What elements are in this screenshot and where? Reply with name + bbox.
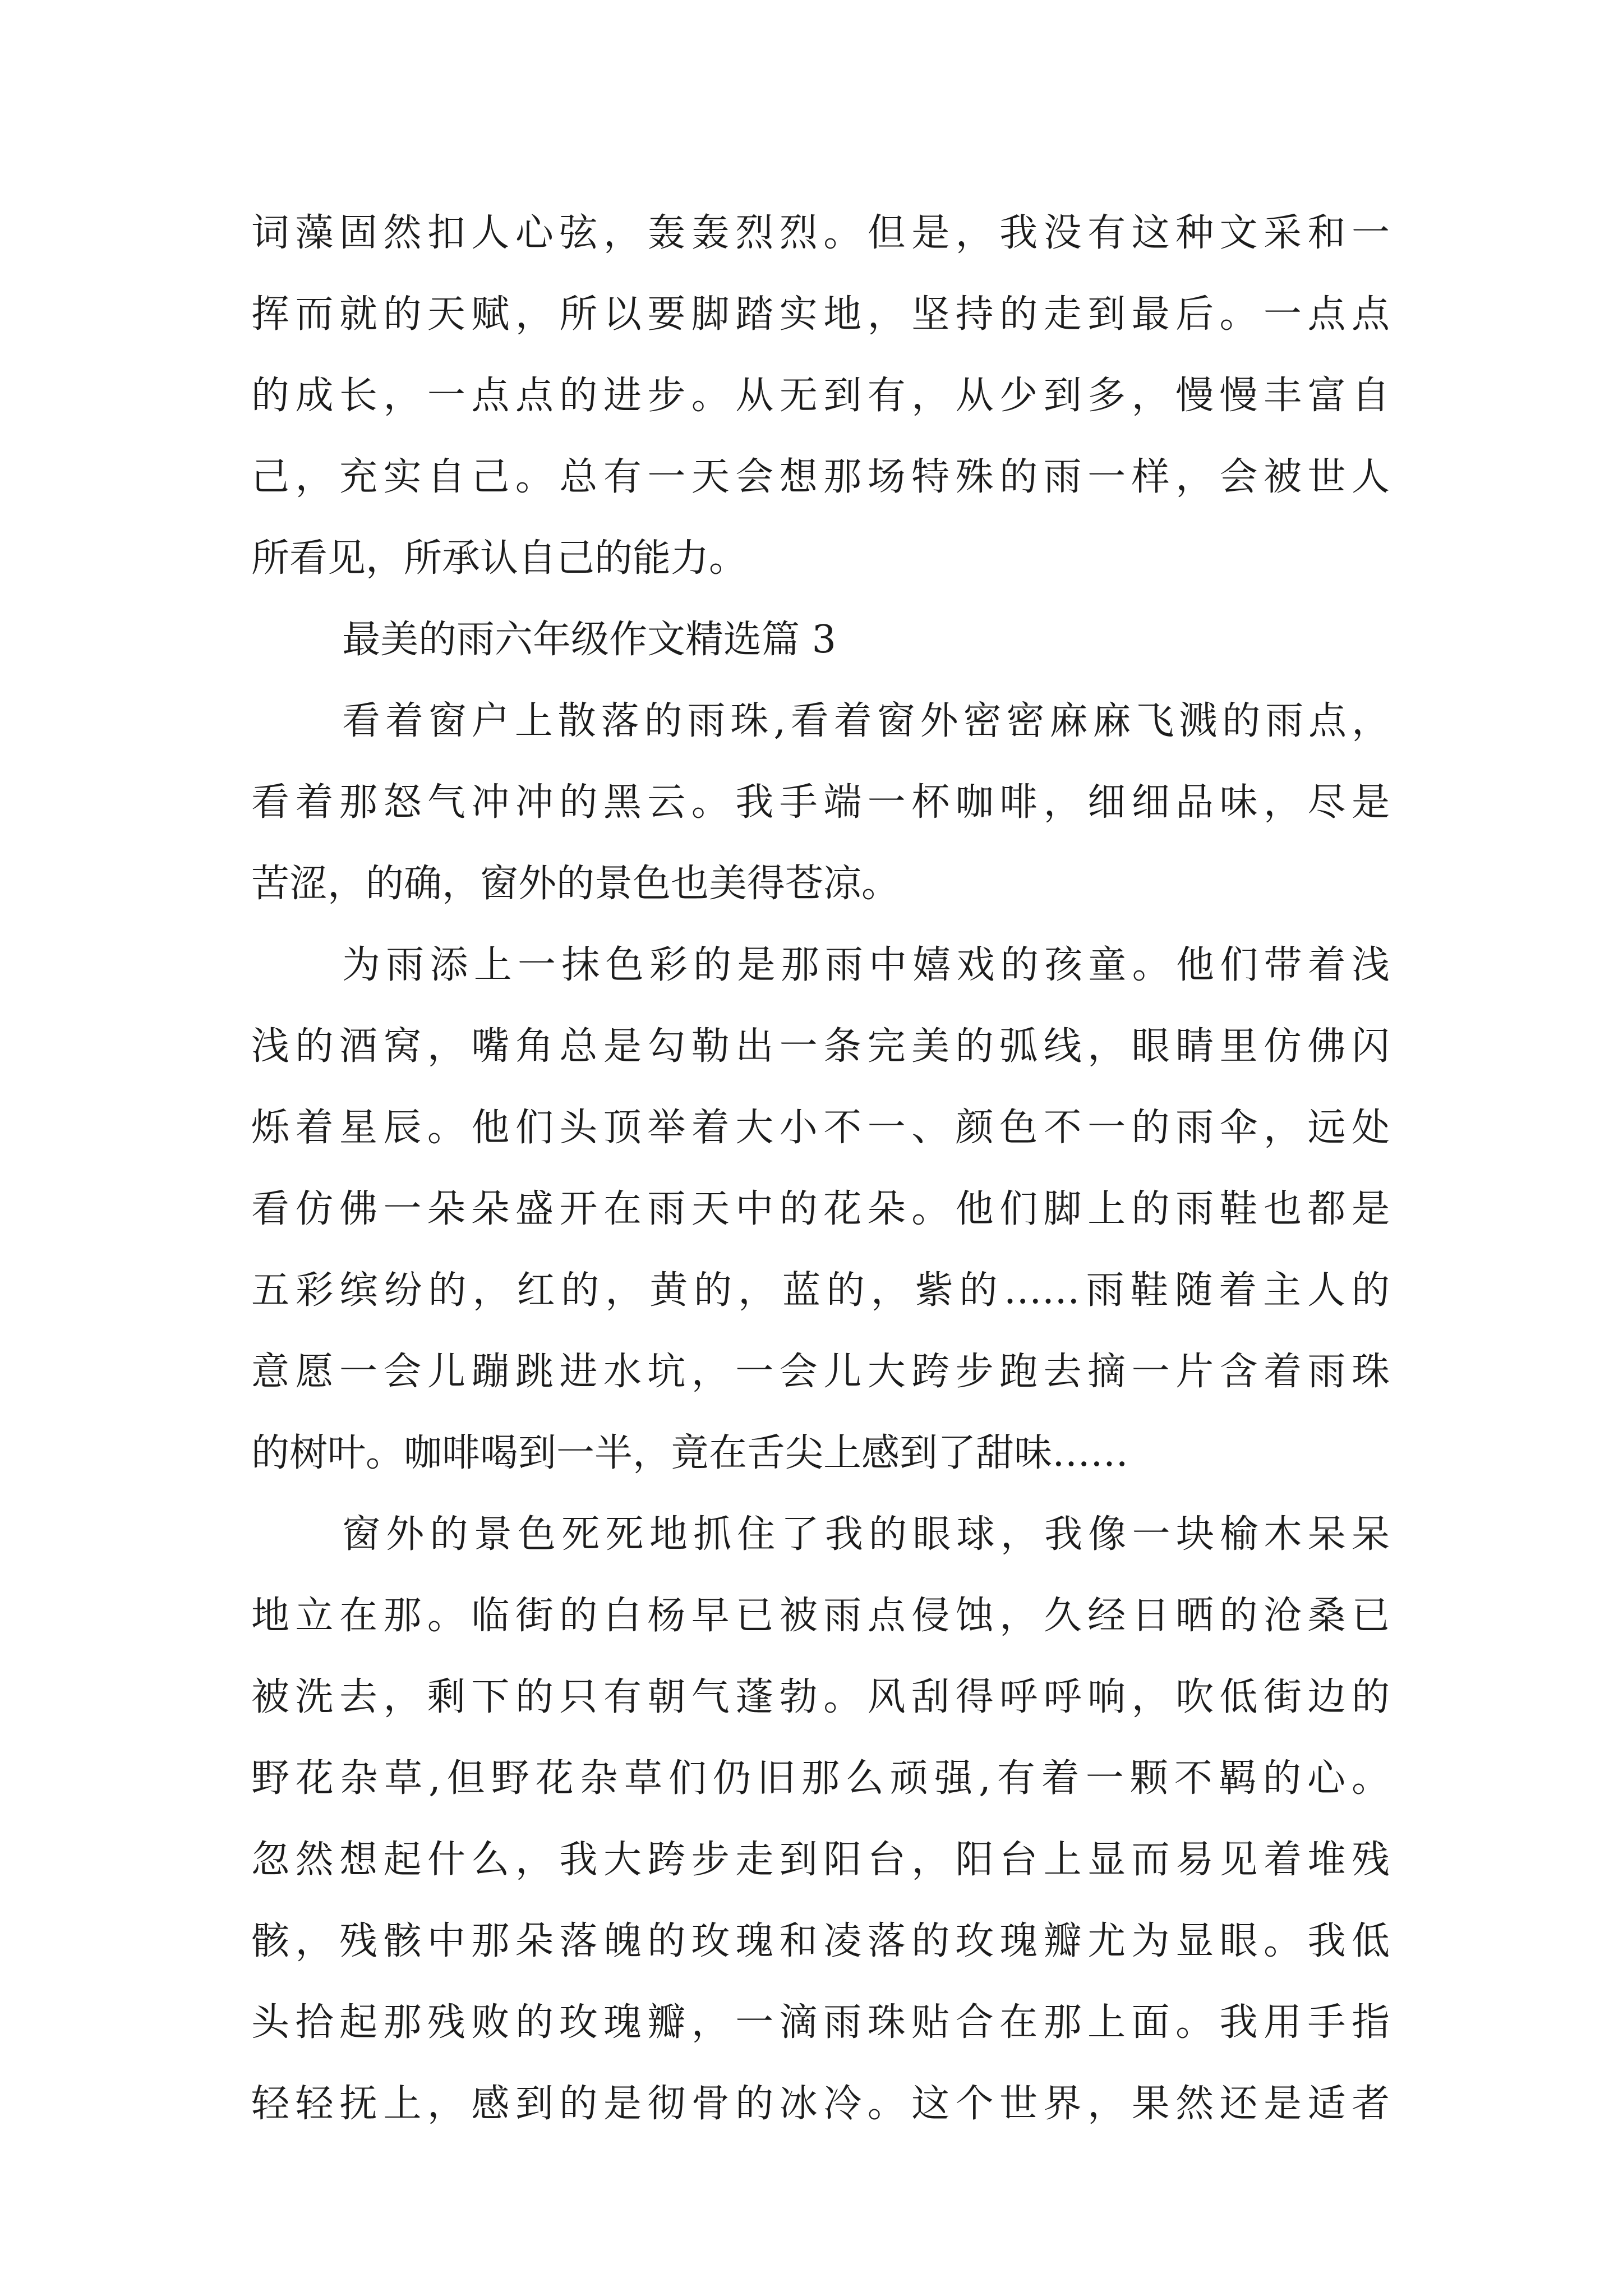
paragraph-4-line-4: 野花杂草,但野花杂草们仍旧那么顽强,有着一颗不羁的心。 (251, 1756, 1390, 1801)
paragraph-4-line-6: 骸，残骸中那朵落魄的玫瑰和凌落的玫瑰瓣尤为显眼。我低 (251, 1919, 1390, 1963)
paragraph-1-line-1: 词藻固然扣人心弦，轰轰烈烈。但是，我没有这种文采和一 (251, 211, 1390, 255)
paragraph-3-line-7: 的树叶。咖啡喝到一半，竟在舌尖上感到了甜味…… (251, 1431, 1129, 1475)
paragraph-2-line-2: 看着那怒气冲冲的黑云。我手端一杯咖啡，细细品味，尽是 (251, 780, 1390, 825)
paragraph-2-line-1: 看着窗户上散落的雨珠,看着窗外密密麻麻飞溅的雨点， (342, 699, 1390, 743)
paragraph-3-line-2: 浅的酒窝，嘴角总是勾勒出一条完美的弧线，眼睛里仿佛闪 (251, 1024, 1390, 1069)
paragraph-4-line-5: 忽然想起什么，我大跨步走到阳台，阳台上显而易见着堆残 (251, 1838, 1390, 1882)
paragraph-3-line-6: 意愿一会儿蹦跳进水坑，一会儿大跨步跑去摘一片含着雨珠 (251, 1350, 1390, 1394)
paragraph-3-line-5: 五彩缤纷的，红的，黄的，蓝的，紫的……雨鞋随着主人的 (251, 1268, 1390, 1313)
paragraph-4-line-8: 轻轻抚上，感到的是彻骨的冰冷。这个世界，果然还是适者 (251, 2082, 1390, 2126)
paragraph-3-line-1: 为雨添上一抹色彩的是那雨中嬉戏的孩童。他们带着浅 (342, 943, 1390, 987)
paragraph-1-line-5: 所看见，所承认自己的能力。 (251, 536, 748, 581)
paragraph-1-line-3: 的成长，一点点的进步。从无到有，从少到多，慢慢丰富自 (251, 374, 1390, 418)
paragraph-2-line-3: 苦涩，的确，窗外的景色也美得苍凉。 (251, 862, 900, 906)
paragraph-4-line-3: 被洗去，剩下的只有朝气蓬勃。风刮得呼呼响，吹低街边的 (251, 1675, 1390, 1719)
paragraph-1-line-2: 挥而就的天赋，所以要脚踏实地，坚持的走到最后。一点点 (251, 292, 1390, 337)
paragraph-4-line-2: 地立在那。临街的白杨早已被雨点侵蚀，久经日晒的沧桑已 (251, 1594, 1390, 1638)
paragraph-3-line-4: 看仿佛一朵朵盛开在雨天中的花朵。他们脚上的雨鞋也都是 (251, 1187, 1390, 1231)
paragraph-3-line-3: 烁着星辰。他们头顶举着大小不一、颜色不一的雨伞，远处 (251, 1106, 1390, 1150)
paragraph-4-line-1: 窗外的景色死死地抓住了我的眼球，我像一块榆木呆呆 (342, 1512, 1390, 1557)
paragraph-4-line-7: 头拾起那残败的玫瑰瓣，一滴雨珠贴合在那上面。我用手指 (251, 2000, 1390, 2045)
section-heading: 最美的雨六年级作文精选篇 3 (342, 618, 836, 662)
paragraph-1-line-4: 己，充实自己。总有一天会想那场特殊的雨一样，会被世人 (251, 455, 1390, 499)
